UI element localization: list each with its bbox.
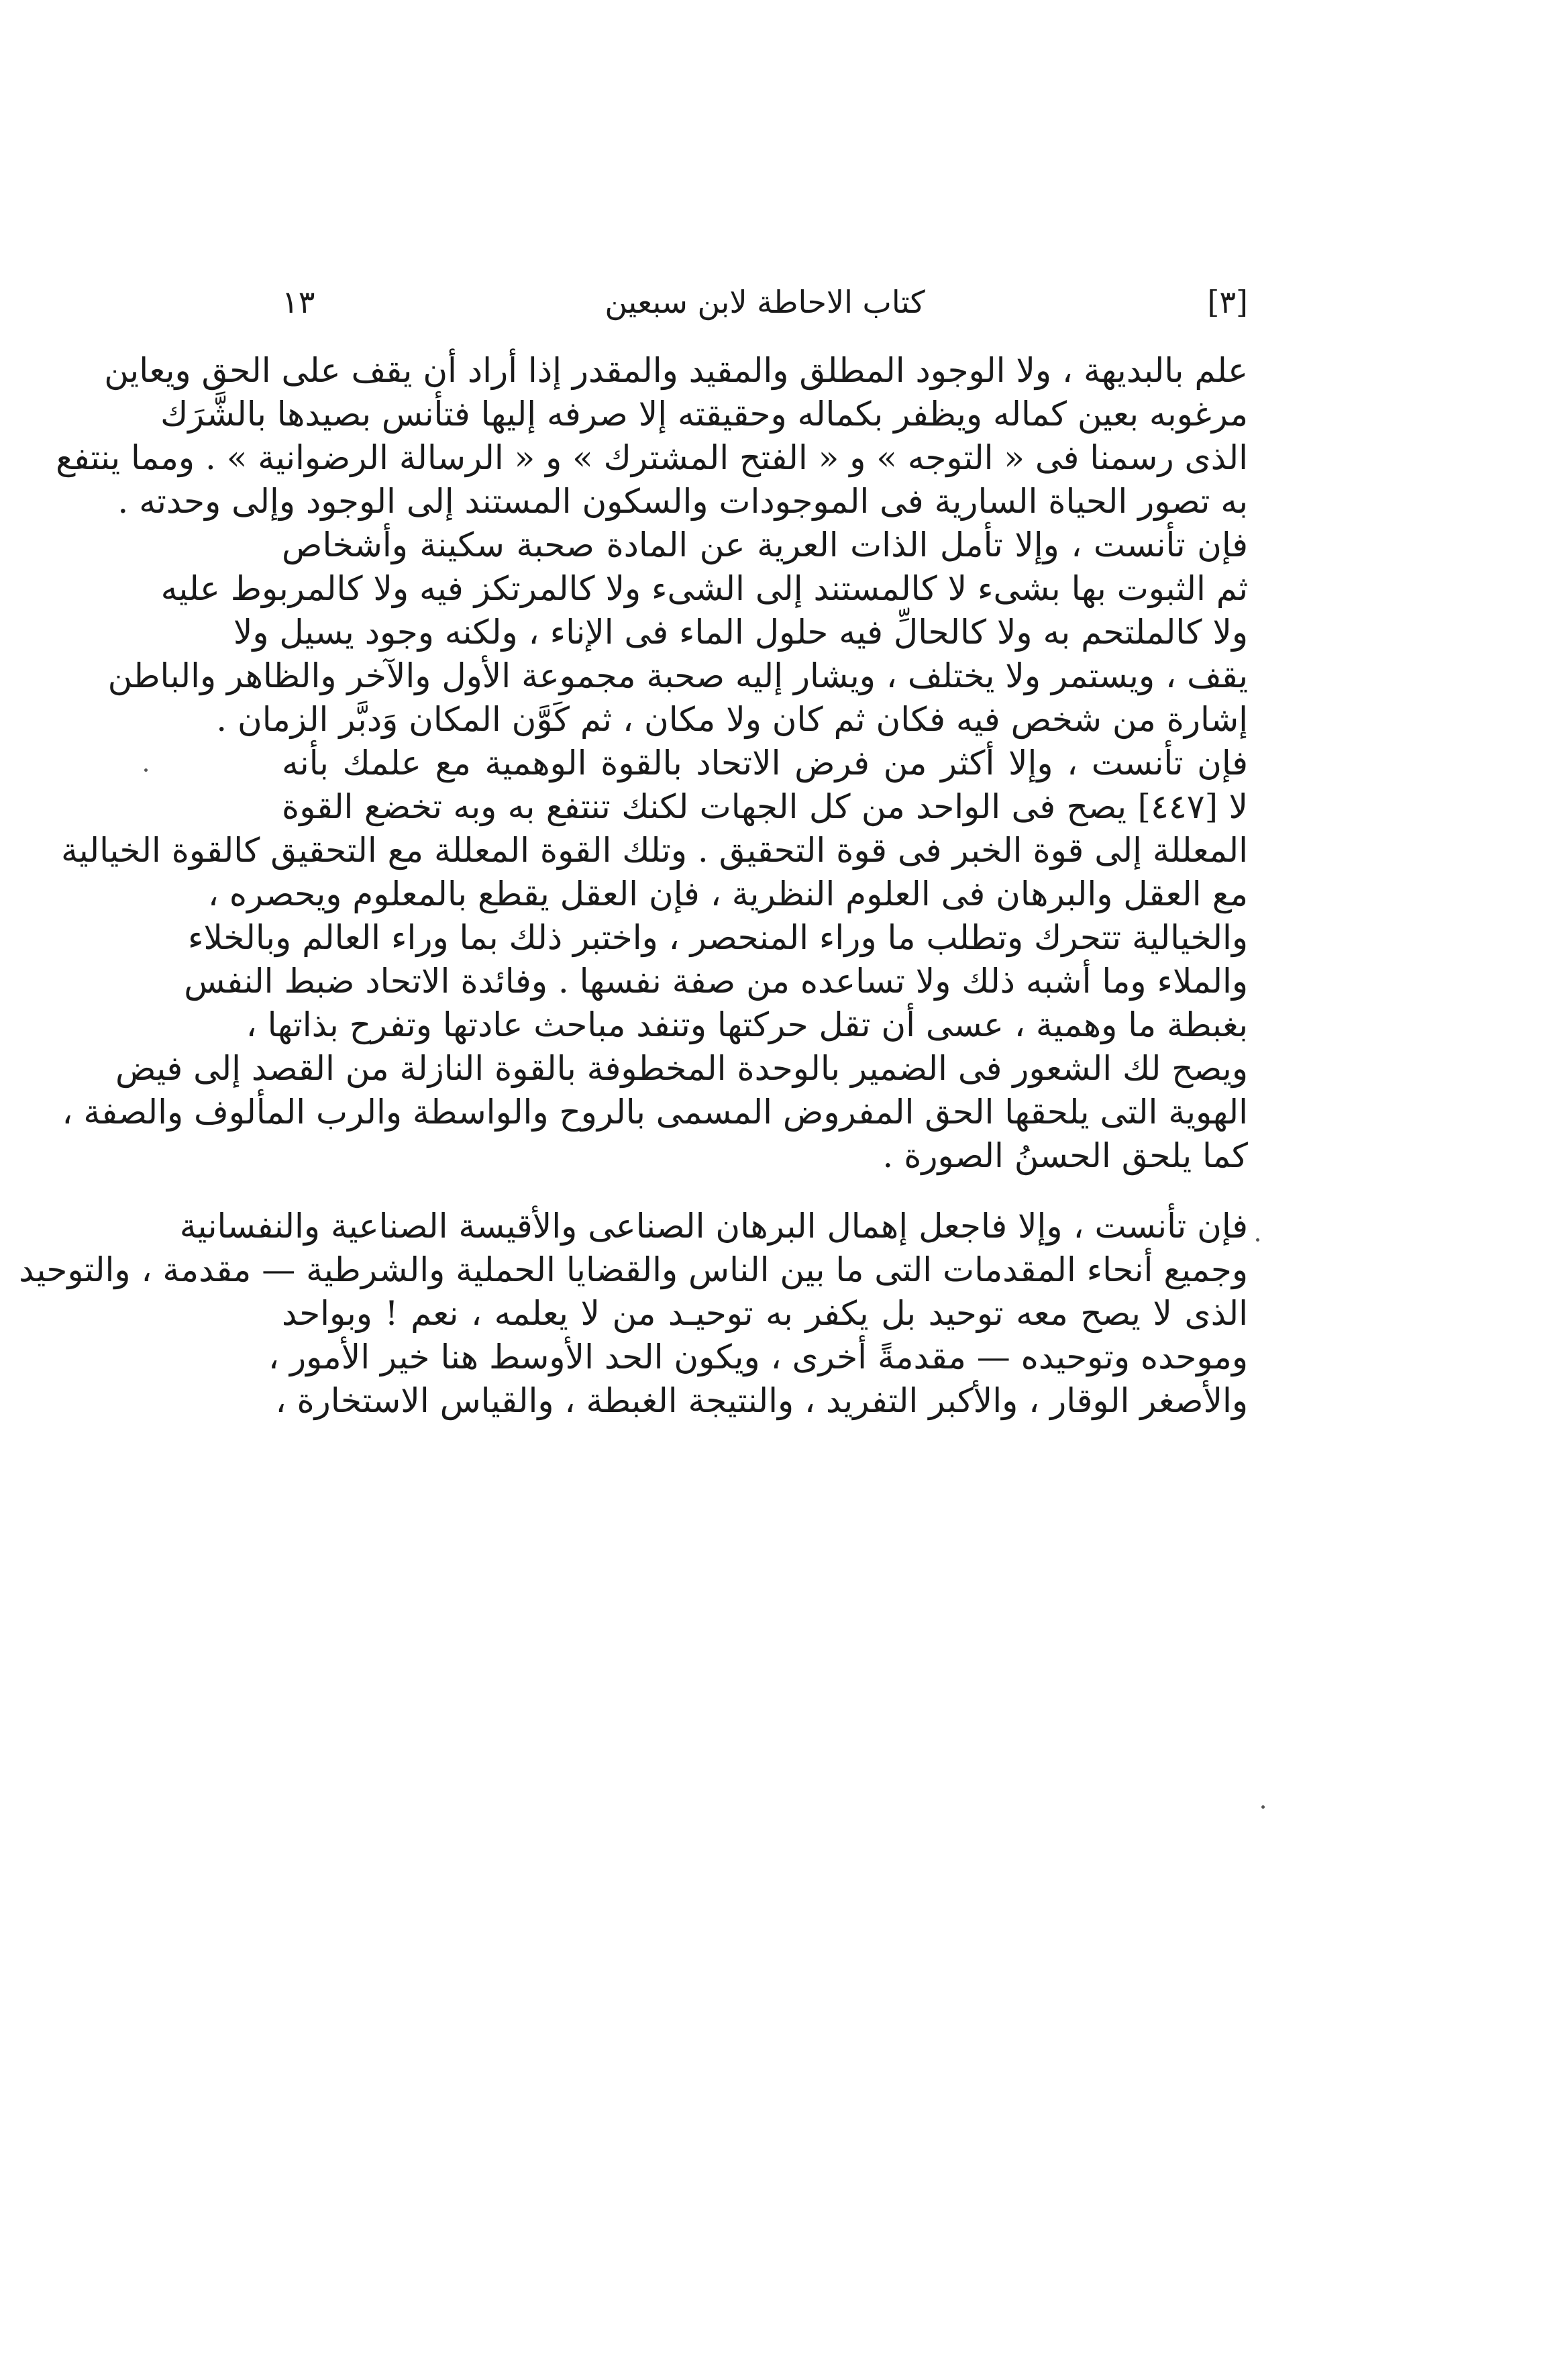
scan-speck [1261, 1805, 1265, 1809]
text-line: والملاء وما أشبه ذلك ولا تساعده من صفة نفسها . وفائدة الاتحاد ضبط النفس [184, 962, 1248, 1001]
text-line: لا [٤٤٧] يصح فى الواحد من كل الجهات لكنك تنتفع به وبه تخضع القوة [282, 787, 1248, 826]
text-line: والأصغر الوقار ، والأكبر التفريد ، والنتيجة الغبطة ، والقياس الاستخارة ، [275, 1381, 1248, 1420]
scan-speck [1256, 1238, 1259, 1242]
running-title: كتاب الاحاطة لابن سبعين [605, 284, 925, 320]
text-line: به تصور الحياة السارية فى الموجودات والسكون المستند إلى الوجود وإلى وحدته . [117, 482, 1248, 521]
text-line: الذى لا يصح معه توحيد بل يكفر به توحيـد من لا يعلمه ، نعم ! وبواحد [282, 1294, 1248, 1333]
body-text [19, 349, 1248, 1423]
text-line: فإن تأنست ، وإلا تأمل الذات العرية عن المادة صحبة سكينة وأشخاص [282, 525, 1248, 564]
text-line: إشارة من شخص فيه فكان ثم كان ولا مكان ، ثم كَوَّن المكان وَدبَّر الزمان . [216, 700, 1248, 739]
page-header [282, 272, 1248, 332]
text-line: وموحده وتوحيده — مقدمةً أخرى ، ويكون الحد الأوسط هنا خير الأمور ، [268, 1338, 1248, 1376]
text-line: والخيالية تتحرك وتطلب ما وراء المنحصر ، واختبر ذلك بما وراء العالم وبالخلاء [188, 918, 1248, 957]
text-line: ولا كالملتحم به ولا كالحالِّ فيه حلول الماء فى الإناء ، ولكنه وجود يسيل ولا [233, 613, 1248, 652]
section-number: [٣] [1207, 284, 1248, 320]
text-line: يقف ، ويستمر ولا يختلف ، ويشار إليه صحبة مجموعة الأول والآخر والظاهر والباطن [107, 656, 1248, 695]
page-number: ١٣ [282, 284, 315, 320]
paragraph-gap [282, 1178, 1248, 1205]
text-line: كما يلحق الحسنُ الصورة . [882, 1136, 1248, 1175]
text-line: بغبطة ما وهمية ، عسى أن تقل حركتها وتنفد مباحث عادتها وتفرح بذاتها ، [246, 1005, 1248, 1044]
text-line: فإن تأنست ، وإلا أكثر من فرض الاتحاد بالقوة الوهمية مع علمك بأنه [282, 744, 1248, 783]
text-line: مرغوبه بعين كماله ويظفر بكماله وحقيقته إلا صرفه إليها فتأنس بصيدها بالشَّرَك [160, 395, 1248, 434]
text-line: فإن تأنست ، وإلا فاجعل إهمال البرهان الصناعى والأقيسة الصناعية والنفسانية [179, 1207, 1248, 1246]
scan-speck [144, 768, 148, 772]
text-line: الذى رسمنا فى « التوجه » و « الفتح المشترك » و « الرسالة الرضوانية » . ومما ينتفع [56, 438, 1248, 477]
text-line: الهوية التى يلحقها الحق المفروض المسمى بالروح والواسطة والرب المألوف والصفة ، [62, 1093, 1248, 1132]
text-line: علم بالبديهة ، ولا الوجود المطلق والمقيد والمقدر إذا أراد أن يقف على الحق ويعاين [104, 351, 1248, 390]
paragraph-2 [107, 523, 1248, 742]
text-line: المعللة إلى قوة الخبر فى قوة التحقيق . وتلك القوة المعللة مع التحقيق كالقوة الخيالية [60, 831, 1248, 870]
paragraph-3 [60, 742, 1248, 1178]
paragraph-4 [19, 1205, 1248, 1423]
text-line: وجميع أنحاء المقدمات التى ما بين الناس والقضايا الحملية والشرطية — مقدمة ، والتوحيد [19, 1250, 1248, 1289]
paragraph-1 [56, 349, 1248, 523]
text-line: مع العقل والبرهان فى العلوم النظرية ، فإن العقل يقطع بالمعلوم ويحصره ، [207, 874, 1248, 913]
text-line: ويصح لك الشعور فى الضمير بالوحدة المخطوفة بالقوة النازلة من القصد إلى فيض [115, 1049, 1248, 1088]
text-line: ثم الثبوت بها بشىء لا كالمستند إلى الشىء ولا كالمرتكز فيه ولا كالمربوط عليه [160, 569, 1248, 608]
